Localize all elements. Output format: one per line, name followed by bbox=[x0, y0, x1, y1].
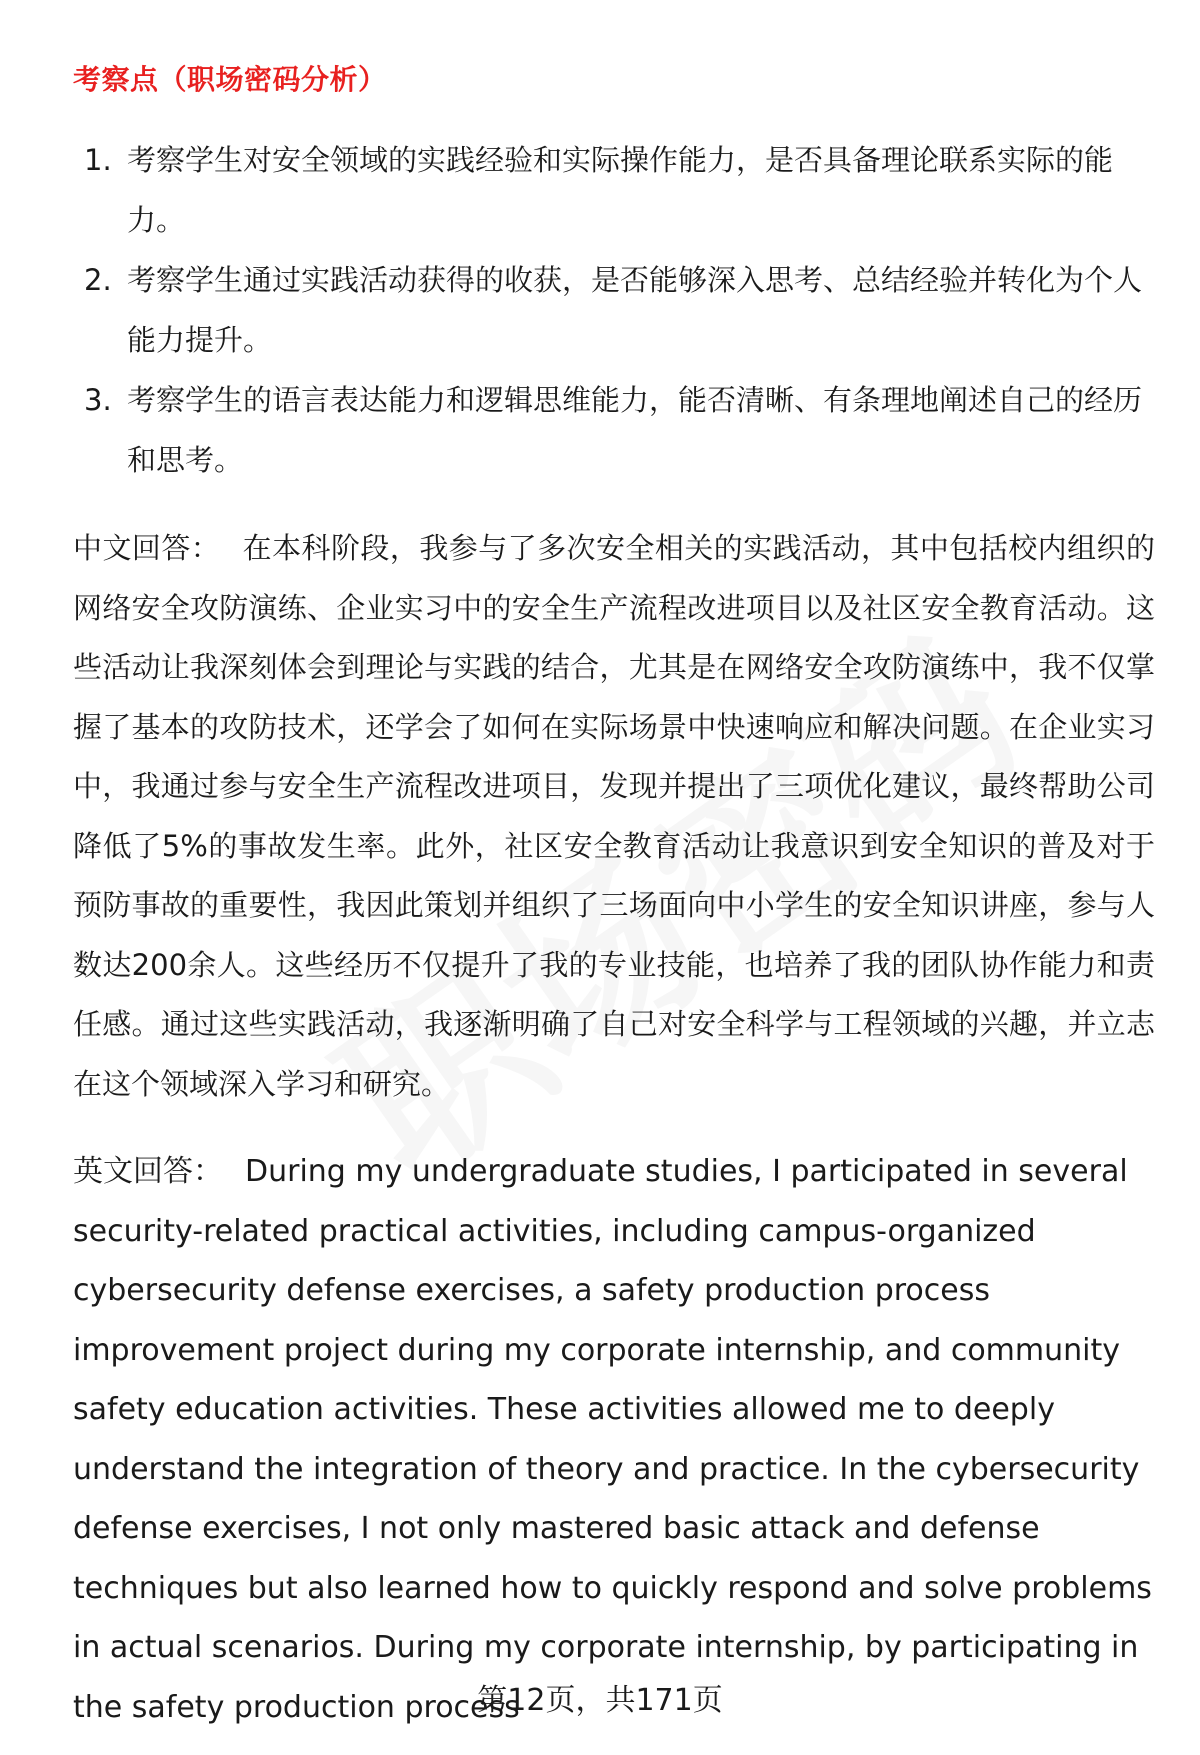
list-item bbox=[84, 130, 1144, 250]
chinese-answer-paragraph bbox=[73, 519, 1155, 1114]
page-footer: 第12页，共171页 bbox=[477, 1683, 723, 1718]
list-item-text: 考察学生对安全领域的实践经验和实际操作能力，是否具备理论联系实际的能力。 bbox=[127, 143, 1114, 237]
chinese-answer-label: 中文回答： bbox=[73, 531, 221, 565]
english-answer-text: During my undergraduate studies, I participated in several security-related practical activities, including campus-organized cybersecurity defense exercises, a safety production process improvement project during my corporate internship, and community safety education activities. These activities allowed me to deeply understand the integration of theory and practice. In the cybersecurity defense exercises, I not only mastered basic attack and defense techniques but also learned how to quickly respond and solve problems in actual scenarios. During my corporate internship, by participating in the safety production process bbox=[73, 1154, 1152, 1725]
list-number: 1. bbox=[84, 143, 112, 177]
list-item bbox=[84, 370, 1144, 490]
list-number: 2. bbox=[84, 263, 112, 297]
list-item-text: 考察学生通过实践活动获得的收获，是否能够深入思考、总结经验并转化为个人能力提升。 bbox=[127, 263, 1143, 357]
english-answer-label: 英文回答： bbox=[73, 1154, 223, 1189]
chinese-answer-text: 在本科阶段，我参与了多次安全相关的实践活动，其中包括校内组织的网络安全攻防演练、企业实习中的安全生产流程改进项目以及社区安全教育活动。这些活动让我深刻体会到理论与实践的结合，尤其是在网络安全攻防演练中，我不仅掌握了基本的攻防技术，还学会了如何在实际场景中快速响应和解决问题。在企业实习中，我通过参与安全生产流程改进项目，发现并提出了三项优化建议，最终帮助公司降低了5%的事故发生率。此外，社区安全教育活动让我意识到安全知识的普及对于预防事故的重要性，我因此策划并组织了三场面向中小学生的安全知识讲座，参与人数达200余人。这些经历不仅提升了我的专业技能，也培养了我的团队协作能力和责任感。通过这些实践活动，我逐渐明确了自己对安全科学与工程领域的兴趣，并立志在这个领域深入学习和研究。 bbox=[73, 531, 1155, 1101]
english-answer-paragraph bbox=[73, 1142, 1155, 1737]
list-item bbox=[84, 250, 1144, 370]
list-item-text: 考察学生的语言表达能力和逻辑思维能力，能否清晰、有条理地阐述自己的经历和思考。 bbox=[127, 383, 1143, 477]
list-number: 3. bbox=[84, 383, 112, 417]
assessment-points-list bbox=[84, 130, 1144, 490]
section-title: 考察点（职场密码分析） bbox=[73, 63, 387, 96]
